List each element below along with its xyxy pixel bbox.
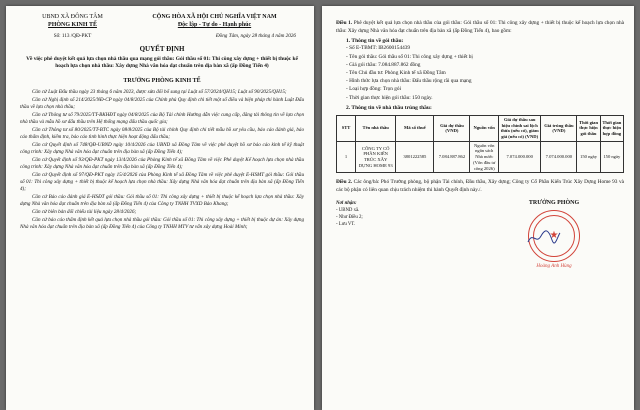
table-header-row (337, 115, 624, 141)
table-cell: 7.084.887.862 (434, 141, 470, 173)
nation-name: CỘNG HÒA XÃ HỘI CHỦ NGHĨA VIỆT NAM (152, 14, 277, 20)
table-row (337, 141, 624, 173)
document-header (20, 14, 304, 30)
table-cell: 150 ngày (600, 141, 623, 173)
article-1-text: Phê duyệt kết quả lựa chọn nhà thầu của gói thầu: Gói thầu số 01: Thi công xây dựng + thiết bị thuộc kế hoạch lựa chọn nhà thầu: Xây dựng Nhà văn hóa đạt chuẩn trên địa bàn xã (ấp Đồng Tiến 4), bao gồm: (336, 20, 624, 34)
national-motto: Độc lập - Tự do - Hạnh phúc (177, 21, 252, 28)
table-header-cell: Tên nhà thầu (356, 115, 396, 141)
recipient-item: - UBND xã. (336, 207, 360, 213)
package-info-list (336, 44, 624, 101)
department-name: PHÒNG KINH TẾ (48, 21, 97, 28)
table-cell: CÔNG TY CỔ PHẦN KIẾN TRÚC XÂY DỰNG HOME 93 (356, 141, 396, 173)
table-header-cell: STT (337, 115, 356, 141)
document-title: QUYẾT ĐỊNH (139, 44, 185, 53)
package-info-item: - Hình thức lựa chọn nhà thầu: Đấu thầu rộng rãi qua mạng (346, 78, 472, 85)
signature-area (336, 200, 624, 269)
table-header-cell: Mã số thuế (396, 115, 434, 141)
table-header-cell: Giá dự thầu (VND) (434, 115, 470, 141)
signer-name: Hoàng Anh Hùng (536, 263, 572, 269)
article-1 (336, 20, 624, 35)
article-2-label: Điều 2. (336, 179, 353, 186)
recipient-item: - Như Điều 2; (336, 215, 363, 221)
table-cell: Nguồn vốn ngân sách Nhà nước (Vốn đầu tư công 2026) (470, 141, 499, 173)
section-winner-title: 2. Thông tin về nhà thầu trúng thầu: (346, 104, 432, 111)
doc-meta-line (20, 33, 304, 39)
signature-block (484, 200, 624, 269)
issuer-title: TRƯỞNG PHÒNG KINH TẾ (123, 77, 201, 84)
signature-title: TRƯỞNG PHÒNG (528, 199, 580, 206)
document-subtitle: Về việc phê duyệt kết quả lựa chọn nhà thầu qua mạng gói thầu: Gói thầu số 01: Thi công xây dựng + thiết bị thuộc kế hoạch lựa chọn nhà thầu: Xây dựng Nhà văn hóa đạt chuẩn trên địa bàn xã (ấp Đồng Tiến 4) (26, 55, 298, 69)
signature-squiggle-icon (527, 229, 561, 247)
recipient-item: - Lưu VT. (336, 222, 356, 228)
article-1-label: Điều 1. (336, 20, 353, 26)
document-page-right (322, 6, 634, 410)
table-header-cell: Giá dự thầu sau hiệu chỉnh sai lệch thừa (nếu có), giảm giá (nếu có) (VND) (499, 115, 541, 141)
legal-basis-paragraph: Căn cứ Luật Đấu thầu ngày 23 tháng 6 năm 2023, được sửa đổi bổ sung tại Luật số 57/2024/QH15; Luật số 90/2025/QH15; (32, 88, 287, 95)
recipients-title: Nơi nhận: (336, 200, 357, 206)
package-info-item: - Tên gói thầu: Gói thầu số 01: Thi công xây dựng + thiết bị (346, 53, 473, 60)
article-2-text: Các ông/bà: Phó Trưởng phòng, bộ phận Tài chính, Đầu thầu, Xây dựng; Công ty Cổ Phần Kiến Trúc Xây Dựng Home 93 và các bộ phận có liên quan chịu trách nhiệm thi hành Quyết định này./. (336, 179, 624, 194)
legal-basis-paragraph: Căn cứ báo cáo thẩm định kết quả lựa chọn nhà thầu gói thầu: Gói thầu số 01: Thi công xây dựng + thiết bị thuộc dự án: Xây dựng Nhà văn hóa đạt chuẩn trên địa bàn xã (ấp Đồng Tiến 4) của Công ty TNHH MTV tư vấn xây dựng Hoài Minh; (20, 216, 304, 230)
package-info-item: - Giá gói thầu: 7.084.887.862 đồng (346, 61, 421, 68)
legal-basis-list (20, 89, 304, 231)
legal-basis-paragraph: Căn cứ Thông tư số 79/2025/TT-BKHĐT ngày 04/8/2025 của Bộ Tài chính Hướng dẫn việc cung cấp, đăng tải thông tin về lựa chọn nhà thầu và mẫu hồ sơ đấu thầu trên Hệ thống mạng đấu thầu quốc gia; (20, 111, 304, 125)
table-header-cell: Giá trúng thầu (VND) (541, 115, 577, 141)
table-header-cell: Thời gian thực hiện gói thầu (577, 115, 600, 141)
recipients-block (336, 200, 456, 269)
article-2 (336, 179, 624, 194)
nation-block (125, 14, 304, 30)
agency-block (20, 14, 125, 30)
table-cell: 3801222585 (396, 141, 434, 173)
table-cell: 1 (337, 141, 356, 173)
table-header-cell: Nguồn vốn (470, 115, 499, 141)
legal-basis-paragraph: Căn cứ Quyết định số 748/QĐ-UBND ngày 10/4/2026 của UBND xã Đồng Tâm về việc phê duyệt hồ sơ báo cáo kinh tế kỹ thuật công trình: Xây dựng Nhà văn hóa đạt chuẩn trên địa bàn xã (ấp Đồng Tiến 4); (20, 141, 304, 155)
legal-basis-paragraph: Căn cứ Quyết định số 93/QĐ-PKT ngày 13/4/2026 của Phòng Kinh tế xã Đồng Tâm về việc Phê duyệt Kế hoạch lựa chọn nhà thầu công trình: Xây dựng Nhà văn hóa đạt chuẩn trên địa bàn xã (ấp Đồng Tiến 4); (20, 156, 304, 170)
table-header-cell: Thời gian thực hiện hợp đồng (600, 115, 623, 141)
agency-name: UBND XÃ ĐÔNG TÂM (42, 14, 103, 20)
doc-number: Số: 113 /QĐ-PKT (53, 32, 92, 39)
legal-basis-paragraph: Căn cứ Thông tư số 80/2025/TT-BTC ngày 08/8/2025 của Bộ tài chính Quy định chi tiết mẫu hồ sơ yêu cầu, báo cáo đánh giá, báo cáo thẩm định, kiểm tra, báo cáo tình hình thực hiện hoạt động đấu thầu; (20, 126, 304, 140)
package-info-item: - Thời gian thực hiện gói thầu: 150 ngày. (346, 94, 433, 101)
star-icon: ★ (549, 230, 559, 242)
official-stamp (528, 210, 580, 262)
legal-basis-paragraph: Căn cứ biên bản đối chiếu tài liệu ngày 28/4/2026; (32, 208, 137, 215)
legal-basis-paragraph: Căn cứ Quyết định số 97/QĐ-PKT ngày 15/4/2026 của Phòng Kinh tế xã Đồng Tâm về việc phê duyệt E-HSMT gói thầu: Gói thầu số 01: Thi công xây dựng + thiết bị thuộc kế hoạch lựa chọn nhà thầu: Xây dựng Nhà văn hóa đạt chuẩn trên địa bàn xã (ấp Đồng Tiến 4); (20, 171, 304, 192)
doc-date: Đồng Tâm, ngày 28 tháng 4 năm 2026 (215, 32, 296, 39)
legal-basis-paragraph: Căn cứ Nghị định số 214/2025/NĐ-CP ngày 04/8/2025 của Chính phủ Quy định chi tiết một số điều và biện pháp thi hành Luật Đấu thầu về lựa chọn nhà thầu; (20, 96, 304, 110)
package-info-item: - Số E-TBMT: IB2600154439 (346, 45, 411, 52)
legal-basis-paragraph: Căn cứ Báo cáo đánh giá E-HSĐT gói thầu: Gói thầu số 01: Thi công xây dựng + thiết bị thuộc kế hoạch lựa chọn nhà thầu: Xây dựng Nhà văn hóa đạt chuẩn trên địa bàn xã (ấp Đồng Tiến 4) của Công ty TNHH TVXD Bảo Khang; (20, 193, 304, 207)
table-cell: 150 ngày (577, 141, 600, 173)
table-cell: 7.074.000.000 (499, 141, 541, 173)
package-info-item: - Loại hợp đồng: Trọn gói (346, 86, 402, 93)
section-package-info-title: 1. Thông tin về gói thầu: (346, 38, 404, 45)
document-page-left (6, 6, 314, 410)
package-info-item: - Tên Chủ đầu tư: Phòng Kinh tế xã Đồng Tâm (346, 69, 446, 76)
winner-table (336, 115, 624, 174)
table-cell: 7.074.000.000 (541, 141, 577, 173)
